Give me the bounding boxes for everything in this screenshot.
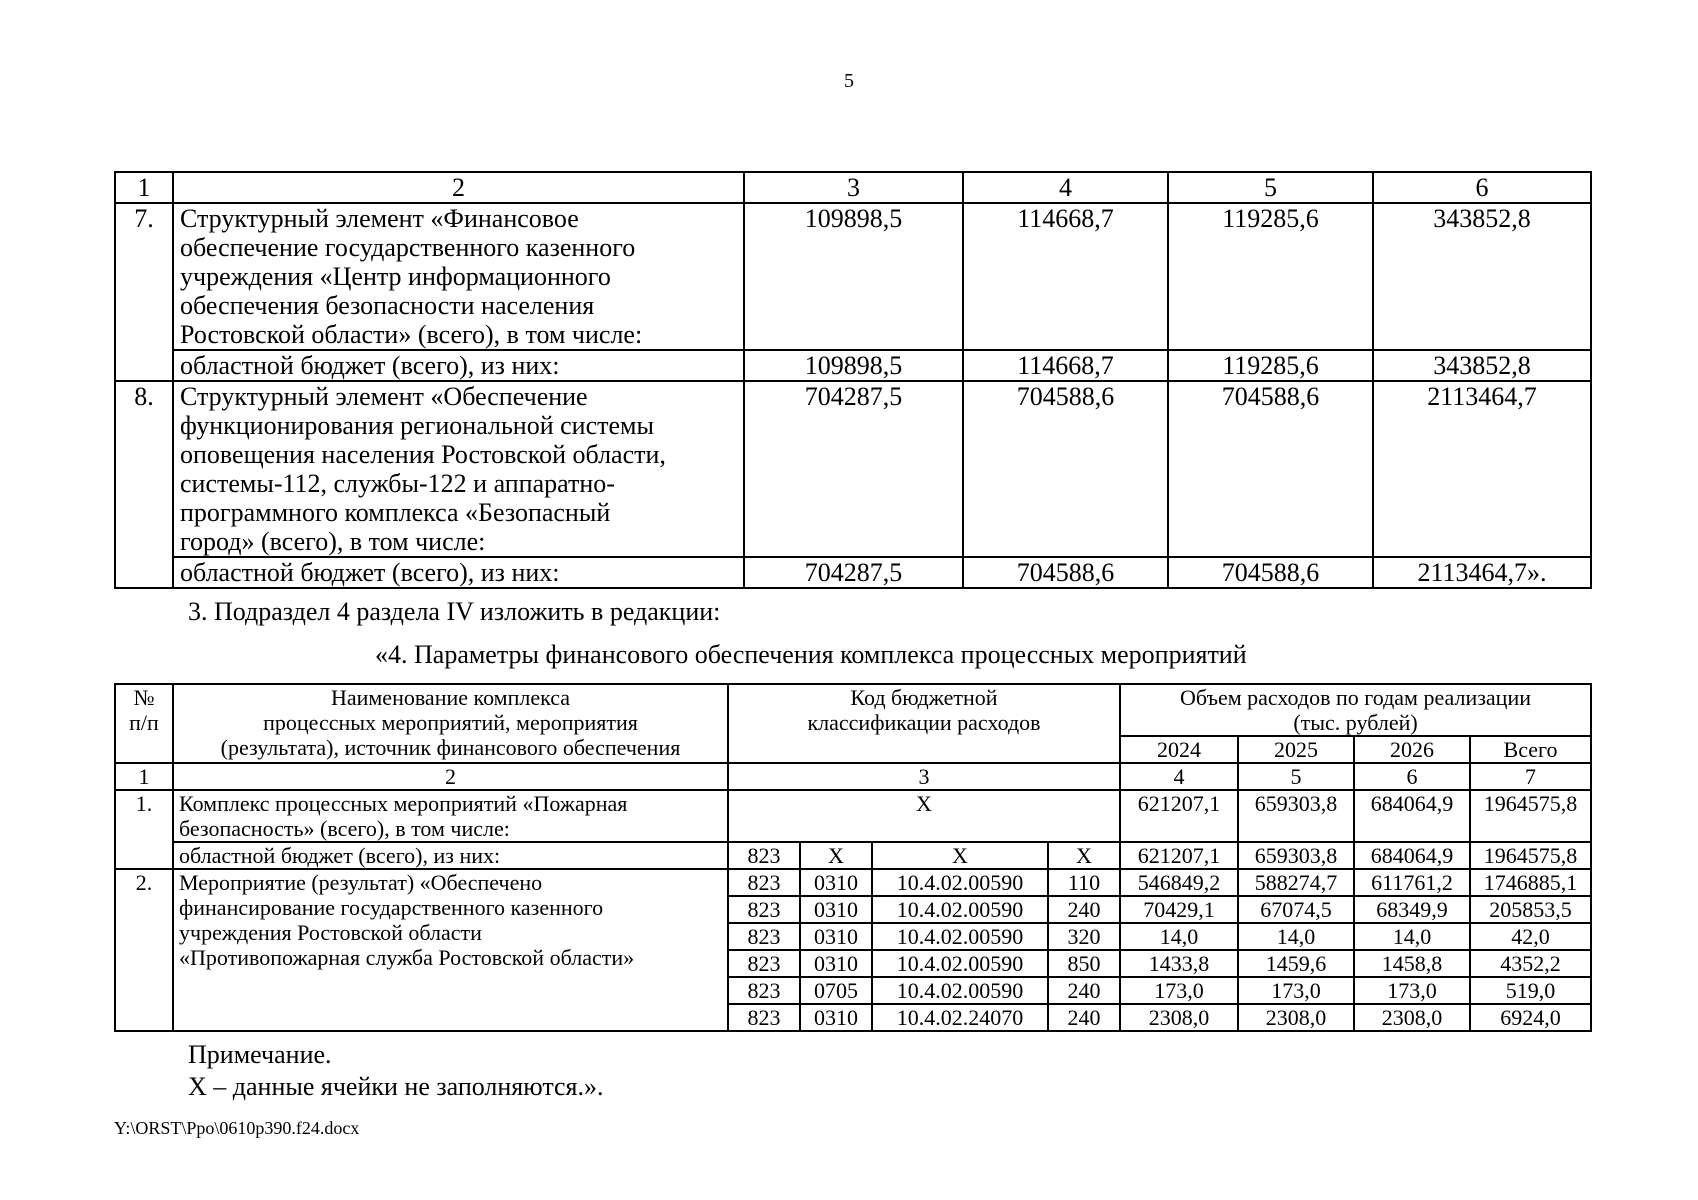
code-cell: 823 [728, 896, 800, 923]
value-cell: 114668,7 [963, 350, 1168, 381]
header-line: классификации расходов [807, 710, 1041, 735]
value-cell: 70429,1 [1120, 896, 1238, 923]
subrow-label-cell: областной бюджет (всего), из них: [173, 350, 744, 381]
value-cell: 704287,5 [744, 381, 963, 557]
value-cell: 205853,5 [1470, 896, 1591, 923]
column-number-cell: 1 [115, 172, 173, 203]
row-title-line: программного комплекса «Безопасный [180, 498, 611, 527]
header-line: Объем расходов по годам реализации [1180, 685, 1531, 710]
value-cell: 546849,2 [1120, 869, 1238, 896]
row-title-line: Ростовской области» (всего), в том числе: [180, 320, 643, 349]
row-title-line: финансирование государственного казенного [179, 895, 604, 920]
value-cell: 2308,0 [1120, 1004, 1238, 1031]
header-line: п/п [129, 710, 159, 735]
value-cell: 2308,0 [1354, 1004, 1470, 1031]
value-cell: 1964575,8 [1470, 842, 1591, 869]
code-cell: Х [728, 790, 1120, 842]
code-cell: 110 [1048, 869, 1120, 896]
paragraph-amendment: 3. Подраздел 4 раздела IV изложить в редакции: [188, 597, 721, 626]
row-number-cell: 8. [115, 381, 173, 588]
value-cell: 659303,8 [1238, 790, 1354, 842]
value-cell: 621207,1 [1120, 790, 1238, 842]
code-cell: 823 [728, 1004, 800, 1031]
value-cell: 1459,6 [1238, 950, 1354, 977]
code-cell: 10.4.02.24070 [872, 1004, 1048, 1031]
header-volume-cell [1120, 684, 1591, 736]
row-title-line: безопасность» (всего), в том числе: [179, 816, 510, 841]
value-cell: 704287,5 [744, 557, 963, 588]
value-cell: 173,0 [1120, 977, 1238, 1004]
row-title-line: «Противопожарная служба Ростовской области» [179, 945, 635, 970]
row-number-cell: 2. [115, 869, 173, 1031]
header-line: (тыс. рублей) [1293, 710, 1418, 735]
code-cell: 0310 [800, 869, 872, 896]
value-cell: 704588,6 [963, 557, 1168, 588]
value-cell: 114668,7 [963, 203, 1168, 350]
row-title-line: учреждения Ростовской области [179, 920, 482, 945]
code-cell: 823 [728, 842, 800, 869]
year-header-cell: Всего [1470, 736, 1591, 763]
code-cell: 850 [1048, 950, 1120, 977]
value-cell: 1964575,8 [1470, 790, 1591, 842]
financing-table-process-measures [114, 683, 1592, 1032]
column-numbers-row [115, 763, 1591, 790]
code-cell: 0310 [800, 950, 872, 977]
header-code-cell [728, 684, 1120, 763]
column-number-cell: 5 [1168, 172, 1373, 203]
row-title-line: обеспечения безопасности населения [180, 291, 595, 320]
table-row [115, 203, 1591, 350]
value-cell: 14,0 [1120, 923, 1238, 950]
row-title-cell [173, 869, 728, 1031]
value-cell: 42,0 [1470, 923, 1591, 950]
code-cell: 320 [1048, 923, 1120, 950]
column-number-cell: 5 [1238, 763, 1354, 790]
value-cell: 1458,8 [1354, 950, 1470, 977]
code-cell: 823 [728, 977, 800, 1004]
header-line: Код бюджетной [850, 685, 998, 710]
code-cell: Х [800, 842, 872, 869]
code-cell: 240 [1048, 1004, 1120, 1031]
row-title-line: Структурный элемент «Финансовое [180, 204, 579, 233]
row-title-line: обеспечение государственного казенного [180, 233, 636, 262]
code-cell: 0310 [800, 923, 872, 950]
column-number-cell: 4 [963, 172, 1168, 203]
row-title-line: оповещения населения Ростовской области, [180, 440, 666, 469]
subrow-label-cell: областной бюджет (всего), из них: [173, 842, 728, 869]
header-line: (результата), источник финансового обеспечения [220, 735, 681, 760]
code-cell: 823 [728, 869, 800, 896]
value-cell: 2308,0 [1238, 1004, 1354, 1031]
value-cell: 119285,6 [1168, 203, 1373, 350]
code-cell: 10.4.02.00590 [872, 977, 1048, 1004]
section-heading: «4. Параметры финансового обеспечения комплекса процессных мероприятий [375, 640, 1247, 669]
header-line: процессных мероприятий, мероприятия [263, 710, 638, 735]
code-cell: 10.4.02.00590 [872, 896, 1048, 923]
code-cell: 823 [728, 950, 800, 977]
value-cell: 684064,9 [1354, 842, 1470, 869]
subrow-label-cell: областной бюджет (всего), из них: [173, 557, 744, 588]
year-header-cell: 2024 [1120, 736, 1238, 763]
row-number-cell: 1. [115, 790, 173, 869]
header-line: № [133, 685, 155, 710]
value-cell: 588274,7 [1238, 869, 1354, 896]
row-title-line: Мероприятие (результат) «Обеспечено [179, 870, 543, 895]
value-cell: 14,0 [1354, 923, 1470, 950]
table-row [115, 869, 1591, 896]
column-number-cell: 6 [1354, 763, 1470, 790]
row-title-cell [173, 203, 744, 350]
value-cell: 67074,5 [1238, 896, 1354, 923]
value-cell: 68349,9 [1354, 896, 1470, 923]
column-number-cell: 6 [1373, 172, 1591, 203]
column-number-cell: 2 [173, 172, 744, 203]
note-title: Примечание. [188, 1040, 332, 1069]
column-number-cell: 3 [728, 763, 1120, 790]
row-title-line: системы-112, службы-122 и аппаратно- [180, 469, 615, 498]
value-cell: 343852,8 [1373, 203, 1591, 350]
value-cell: 109898,5 [744, 203, 963, 350]
financing-table-structural-elements [114, 171, 1592, 589]
document-file-path: Y:\ORST\Ppo\0610p390.f24.docx [114, 1118, 360, 1138]
column-number-cell: 1 [115, 763, 173, 790]
row-title-line: Комплекс процессных мероприятий «Пожарная [179, 791, 628, 816]
column-number-cell: 4 [1120, 763, 1238, 790]
header-line: Наименование комплекса [330, 685, 571, 710]
row-title-cell [173, 790, 728, 842]
value-cell: 659303,8 [1238, 842, 1354, 869]
value-cell: 1433,8 [1120, 950, 1238, 977]
code-cell: 823 [728, 923, 800, 950]
value-cell: 119285,6 [1168, 350, 1373, 381]
value-cell: 704588,6 [1168, 381, 1373, 557]
value-cell: 704588,6 [1168, 557, 1373, 588]
row-title-line: учреждения «Центр информационного [180, 262, 611, 291]
value-cell: 6924,0 [1470, 1004, 1591, 1031]
value-cell: 684064,9 [1354, 790, 1470, 842]
page-number: 5 [844, 70, 854, 92]
table-row [115, 381, 1591, 557]
table-subrow [115, 350, 1591, 381]
table-header-row [115, 684, 1591, 736]
code-cell: 240 [1048, 896, 1120, 923]
value-cell: 611761,2 [1354, 869, 1470, 896]
code-cell: 0705 [800, 977, 872, 1004]
value-cell: 173,0 [1238, 977, 1354, 1004]
table-subrow [115, 842, 1591, 869]
code-cell: 10.4.02.00590 [872, 869, 1048, 896]
header-number-cell [115, 684, 173, 763]
code-cell: 10.4.02.00590 [872, 950, 1048, 977]
header-name-cell [173, 684, 728, 763]
table-header-row [115, 172, 1591, 203]
code-cell: 0310 [800, 1004, 872, 1031]
table-row [115, 790, 1591, 842]
value-cell: 2113464,7». [1373, 557, 1591, 588]
value-cell: 343852,8 [1373, 350, 1591, 381]
row-title-cell [173, 381, 744, 557]
code-cell: 10.4.02.00590 [872, 923, 1048, 950]
code-cell: 0310 [800, 896, 872, 923]
year-header-cell: 2026 [1354, 736, 1470, 763]
column-number-cell: 3 [744, 172, 963, 203]
row-number-cell: 7. [115, 203, 173, 381]
value-cell: 109898,5 [744, 350, 963, 381]
column-number-cell: 7 [1470, 763, 1591, 790]
code-cell: Х [1048, 842, 1120, 869]
value-cell: 14,0 [1238, 923, 1354, 950]
value-cell: 2113464,7 [1373, 381, 1591, 557]
year-header-cell: 2025 [1238, 736, 1354, 763]
value-cell: 1746885,1 [1470, 869, 1591, 896]
table-subrow [115, 557, 1591, 588]
value-cell: 173,0 [1354, 977, 1470, 1004]
note-text: Х – данные ячейки не заполняются.». [188, 1072, 604, 1101]
code-cell: 240 [1048, 977, 1120, 1004]
value-cell: 4352,2 [1470, 950, 1591, 977]
value-cell: 704588,6 [963, 381, 1168, 557]
row-title-line: функционирования региональной системы [180, 411, 654, 440]
row-title-line: Структурный элемент «Обеспечение [180, 382, 588, 411]
column-number-cell: 2 [173, 763, 728, 790]
value-cell: 621207,1 [1120, 842, 1238, 869]
value-cell: 519,0 [1470, 977, 1591, 1004]
row-title-line: город» (всего), в том числе: [180, 527, 486, 556]
code-cell: Х [872, 842, 1048, 869]
